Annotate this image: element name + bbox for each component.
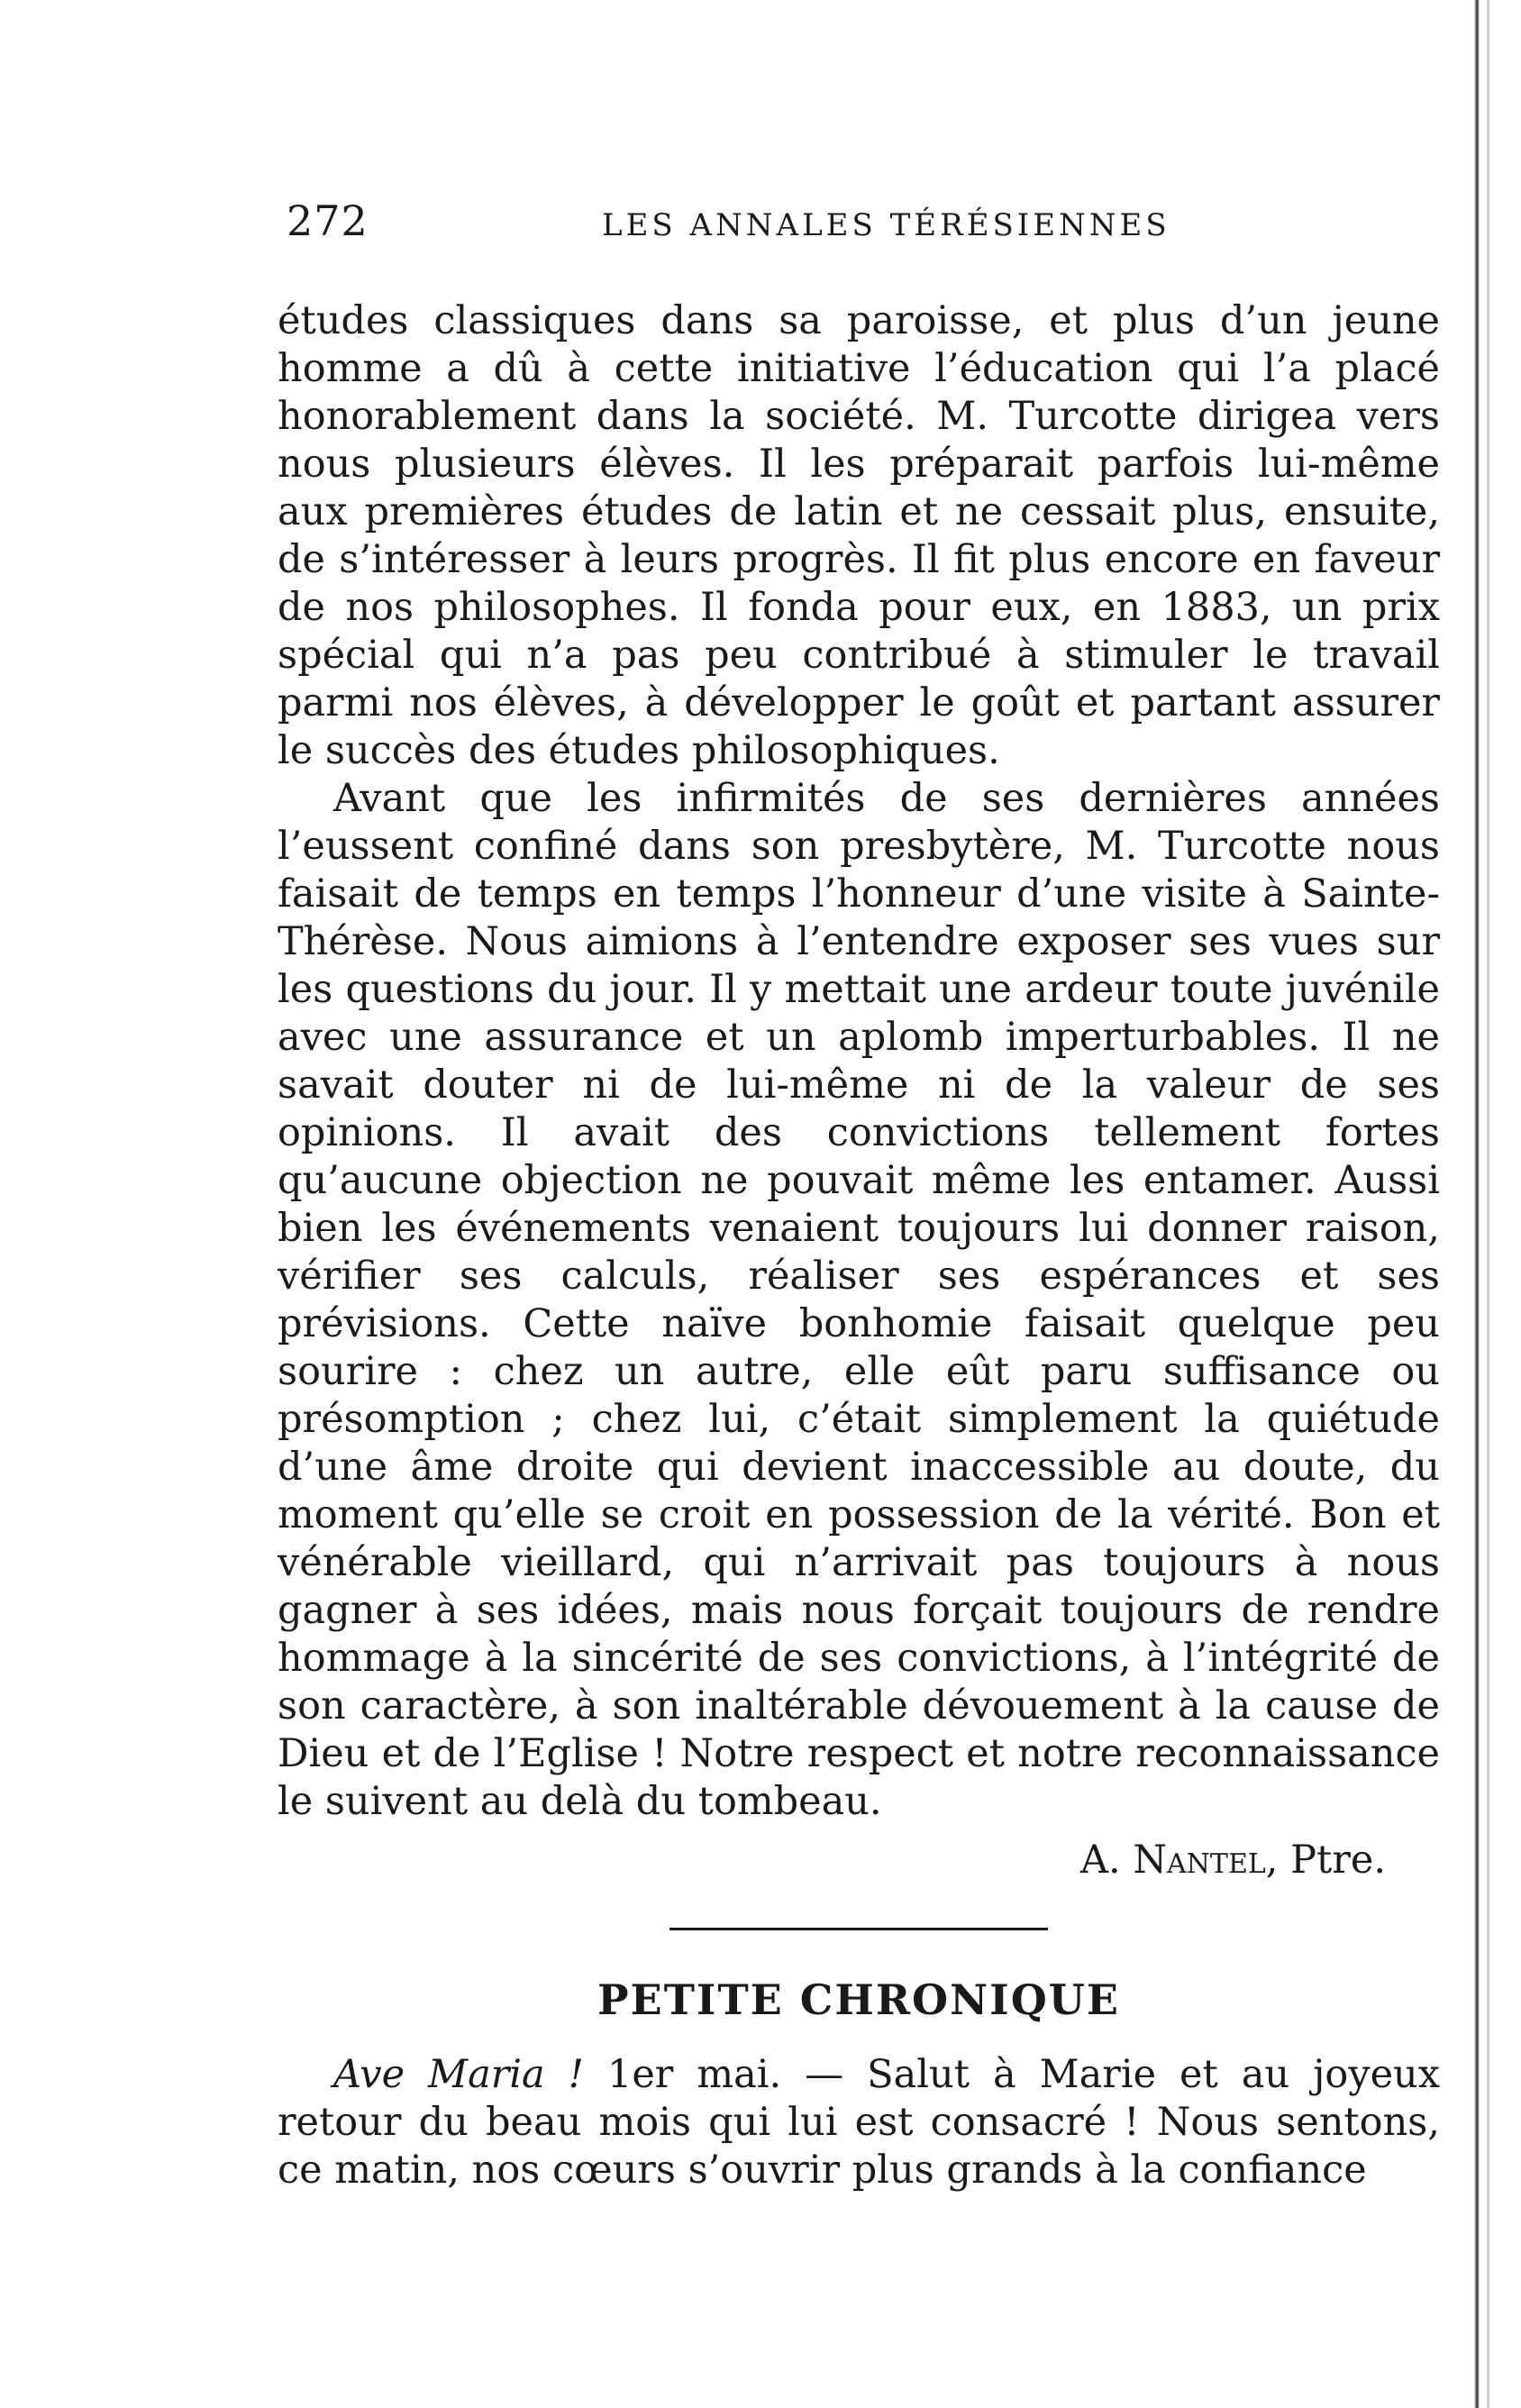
running-title: LES ANNALES TÉRÉSIENNES	[602, 207, 1170, 243]
binding-edge	[1474, 0, 1480, 2408]
section-title: PETITE CHRONIQUE	[597, 1975, 1120, 2024]
signature	[278, 1837, 1440, 1884]
binding-edge-shadow	[1487, 0, 1489, 2408]
signature-title: , Ptre.	[1265, 1838, 1386, 1883]
chronique-paragraph	[278, 2051, 1440, 2194]
running-head	[287, 196, 1494, 260]
text-block	[278, 297, 1440, 2194]
paragraph-1: études classiques dans sa paroisse, et plus d’un jeune homme a dû à cette initiative l’éducation qui l’a placé honorablement dans la société. M. Turcotte dirigea vers nous plusieurs élèves. Il les préparait parfois lui-même aux premières études de latin et ne cessait plus, ensuite, de s’intéresser à leurs progrès. Il fit plus encore en faveur de nos philosophes. Il fonda pour eux, en 1883, un prix spécial qui n’a pas peu contribué à stimuler le travail parmi nos élèves, à développer le goût et partant assurer le succès des études philosophiques.	[278, 298, 1440, 773]
signature-initial: A.	[1079, 1838, 1121, 1883]
paragraph-2: Avant que les infirmités de ses dernières années l’eussent confiné dans son presbytère, M. Turcotte nous faisait de temps en temps l’honneur d’une visite à Sainte-Thérèse. Nous aimions à l’entendre exposer ses vues sur les questions du jour. Il y mettait une ardeur toute juvénile avec une assurance et un aplomb imperturbables. Il ne savait douter ni de lui-même ni de la valeur de ses opinions. Il avait des convictions tellement fortes qu’aucune objection ne pouvait même les entamer. Aussi bien les événements venaient toujours lui donner raison, vérifier ses calculs, réaliser ses espérances et ses prévisions. Cette naïve bonhomie faisait quelque peu sourire : chez un autre, elle eût paru suffisance ou présomption ; chez lui, c’était simplement la quiétude d’une âme droite qui devient inaccessible au doute, du moment qu’elle se croit en possession de la vérité. Bon et vénérable vieillard, qui n’arrivait pas toujours à nous gagner à ses idées, mais nous forçait toujours de rendre hommage à la sincérité de ses convictions, à l’intégrité de son caractère, à son inaltérable dévouement à la cause de Dieu et de l’Eglise ! Notre respect et notre reconnaissance le suivent au delà du tombeau.	[278, 776, 1440, 1824]
chronique-opening: Ave Maria !	[333, 2052, 584, 2097]
page-number: 272	[287, 196, 369, 245]
signature-name: Nantel	[1133, 1838, 1266, 1883]
chronique-text: 1er mai. — Salut à Marie et au joyeux retour du beau mois qui lui est consacré ! Nous sentons, ce matin, nos cœurs s’ouvrir plus grands à la confiance	[278, 2052, 1441, 2193]
section-divider	[669, 1928, 1048, 1930]
